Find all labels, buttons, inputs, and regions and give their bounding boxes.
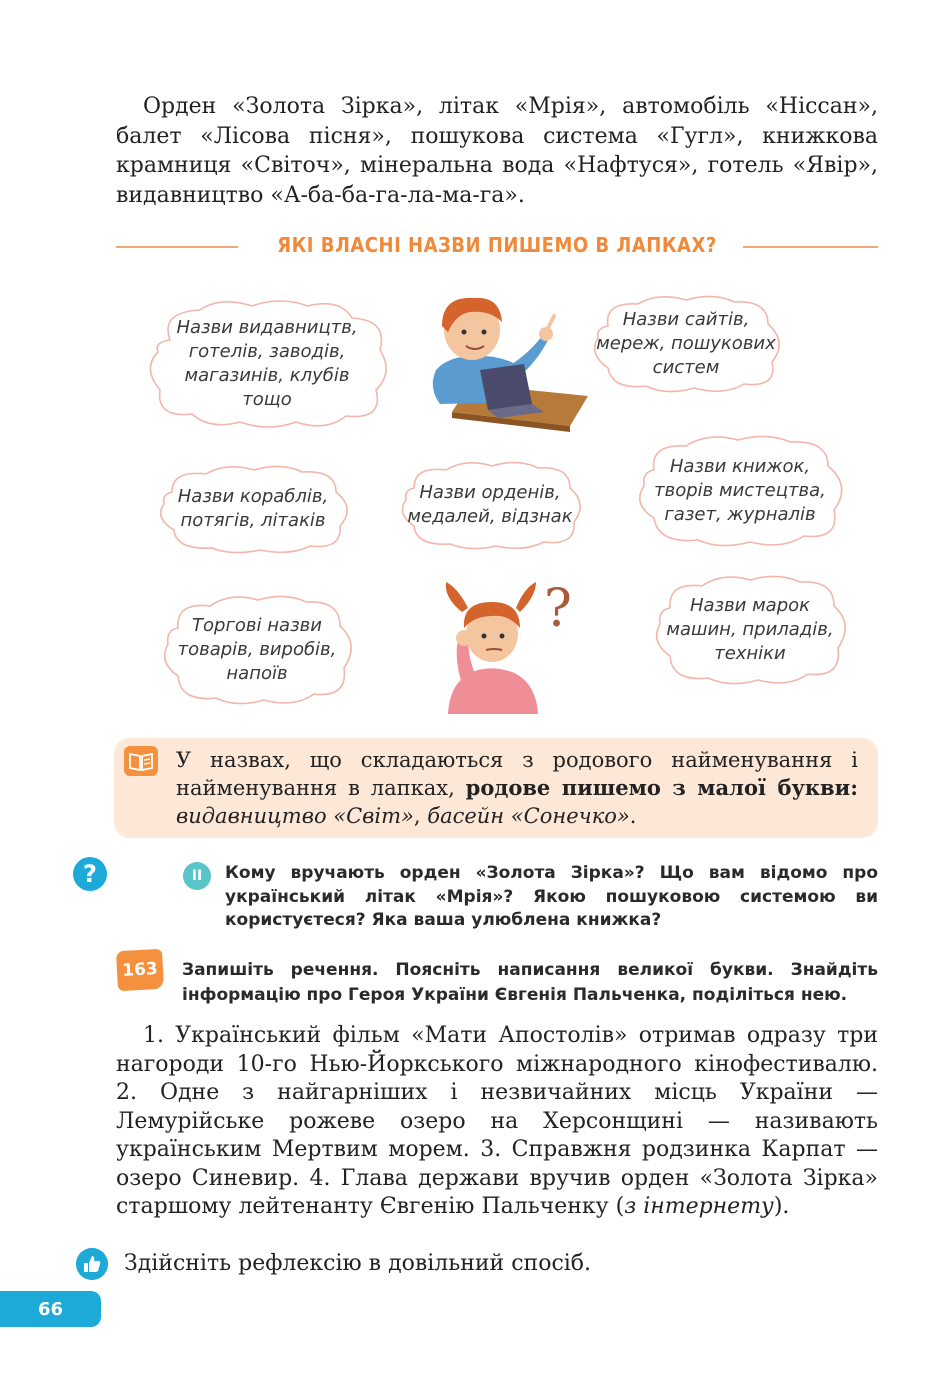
exercise-number-badge: 163 (116, 949, 164, 991)
rule-text (176, 746, 858, 830)
cloud-line: газет, журналів (664, 504, 816, 525)
cloud-text (628, 432, 852, 550)
rule-bold: родове пишемо з малої букви (465, 775, 851, 800)
exercise-body (116, 1022, 878, 1222)
heading-text: ЯКІ ВЛАСНІ НАЗВИ ПИШЕМО В ЛАПКАХ? (277, 233, 717, 257)
cloud-line: тощо (242, 389, 292, 410)
rule-example: басейн «Сонечко» (427, 804, 630, 828)
boy-with-laptop-illustration (420, 292, 592, 438)
rule-part: У назвах, що складаються з родового найменування і найменування в лапках, (176, 748, 858, 800)
cloud-line: готелів, заводів, (188, 341, 346, 362)
exercise-sentences: 1. Український фільм «Мати Апостолів» отримав одразу три нагороди 10-го Нью-Йоркського міжнародного кінофестивалю. 2. Одне з найгарніших і незвичайних місць України — Лемурійське рожеве озеро на Херсонщині — називають українським Мертвим морем. 3. Справжня родзинка Карпат — озеро Синевир. 4. Глава держави вручив орден «Золота Зірка» старшому лейтенанту Євгенію Пальченку ( (116, 1023, 878, 1219)
rule-colon: : (850, 775, 858, 800)
cloud-trade (154, 592, 360, 708)
intro-text: Орден «Золота Зірка», літак «Мрія», автомобіль «Ніссан», балет «Лісова пісня», пошукова система «Гугл», книжкова крамниця «Світоч», мінеральна вода «Нафтуся», готель «Явір», видавництво «А-ба-ба-га-ла-ма-га». (116, 94, 878, 208)
cloud-text (392, 458, 588, 552)
cloud-line: техніки (714, 643, 786, 664)
cloud-books (628, 432, 852, 550)
cloud-line: магазинів, клубів (184, 365, 350, 386)
cloud-line: Назви книжок, (669, 456, 811, 477)
cloud-text (140, 296, 394, 432)
cloud-text (646, 572, 854, 688)
exercise-text (116, 1022, 878, 1222)
cloud-line: творів мистецтва, (654, 480, 826, 501)
level-ii-badge: II (183, 862, 211, 890)
cloud-line: мереж, пошукових (596, 333, 776, 354)
cloud-line: машин, приладів, (666, 619, 834, 640)
cloud-line: Торгові назви (192, 615, 322, 636)
rule-example: видавництво «Світ» (176, 804, 414, 828)
cloud-line: Назви орденів, (419, 482, 561, 503)
cloud-line: Назви видавництв, (176, 317, 358, 338)
cloud-line: Назви марок (689, 595, 811, 616)
cloud-brands (646, 572, 854, 688)
cloud-line: Назви сайтів, (622, 309, 750, 330)
exercise-end: ). (773, 1194, 790, 1219)
cloud-text (584, 292, 788, 396)
rule-end: . (629, 804, 637, 828)
cloud-line: потягів, літаків (180, 510, 326, 531)
question-icon: ? (73, 857, 107, 891)
cloud-line: систем (652, 357, 720, 378)
cloud-orders (392, 458, 588, 552)
reflection-task: Здійсніть рефлексію в довільний спосіб. (124, 1251, 592, 1276)
cloud-line: Назви кораблів, (177, 486, 329, 507)
discussion-questions: Кому вручають орден «Золота Зірка»? Що вам відомо про український літак «Мрія»? Якою пошуковою системою ви користуєтеся? Яка ваша улюблена книжка? (225, 863, 878, 930)
thumbs-up-icon (76, 1248, 108, 1280)
cloud-text (150, 462, 356, 556)
question-mark-decor: ? (544, 579, 572, 639)
cloud-text (154, 592, 360, 708)
cloud-line: медалей, відзнак (407, 506, 573, 527)
rule-separator: , (413, 804, 428, 828)
girl-thinking-illustration (432, 578, 582, 714)
exercise-task: Запишіть речення. Поясніть написання великої букви. Знайдіть інформацію про Героя України Євгенія Пальченка, поділіться нею. (182, 960, 878, 1005)
cloud-ships (150, 462, 356, 556)
cloud-publishers (140, 296, 394, 432)
book-icon (124, 746, 158, 776)
section-heading (116, 228, 878, 264)
cloud-line: товарів, виробів, (177, 639, 337, 660)
exercise-source: з інтернету (624, 1194, 774, 1219)
cloud-line: напоїв (226, 663, 288, 684)
intro-paragraph (116, 92, 878, 210)
cloud-sites (584, 292, 788, 396)
page-number: 66 (0, 1291, 101, 1327)
